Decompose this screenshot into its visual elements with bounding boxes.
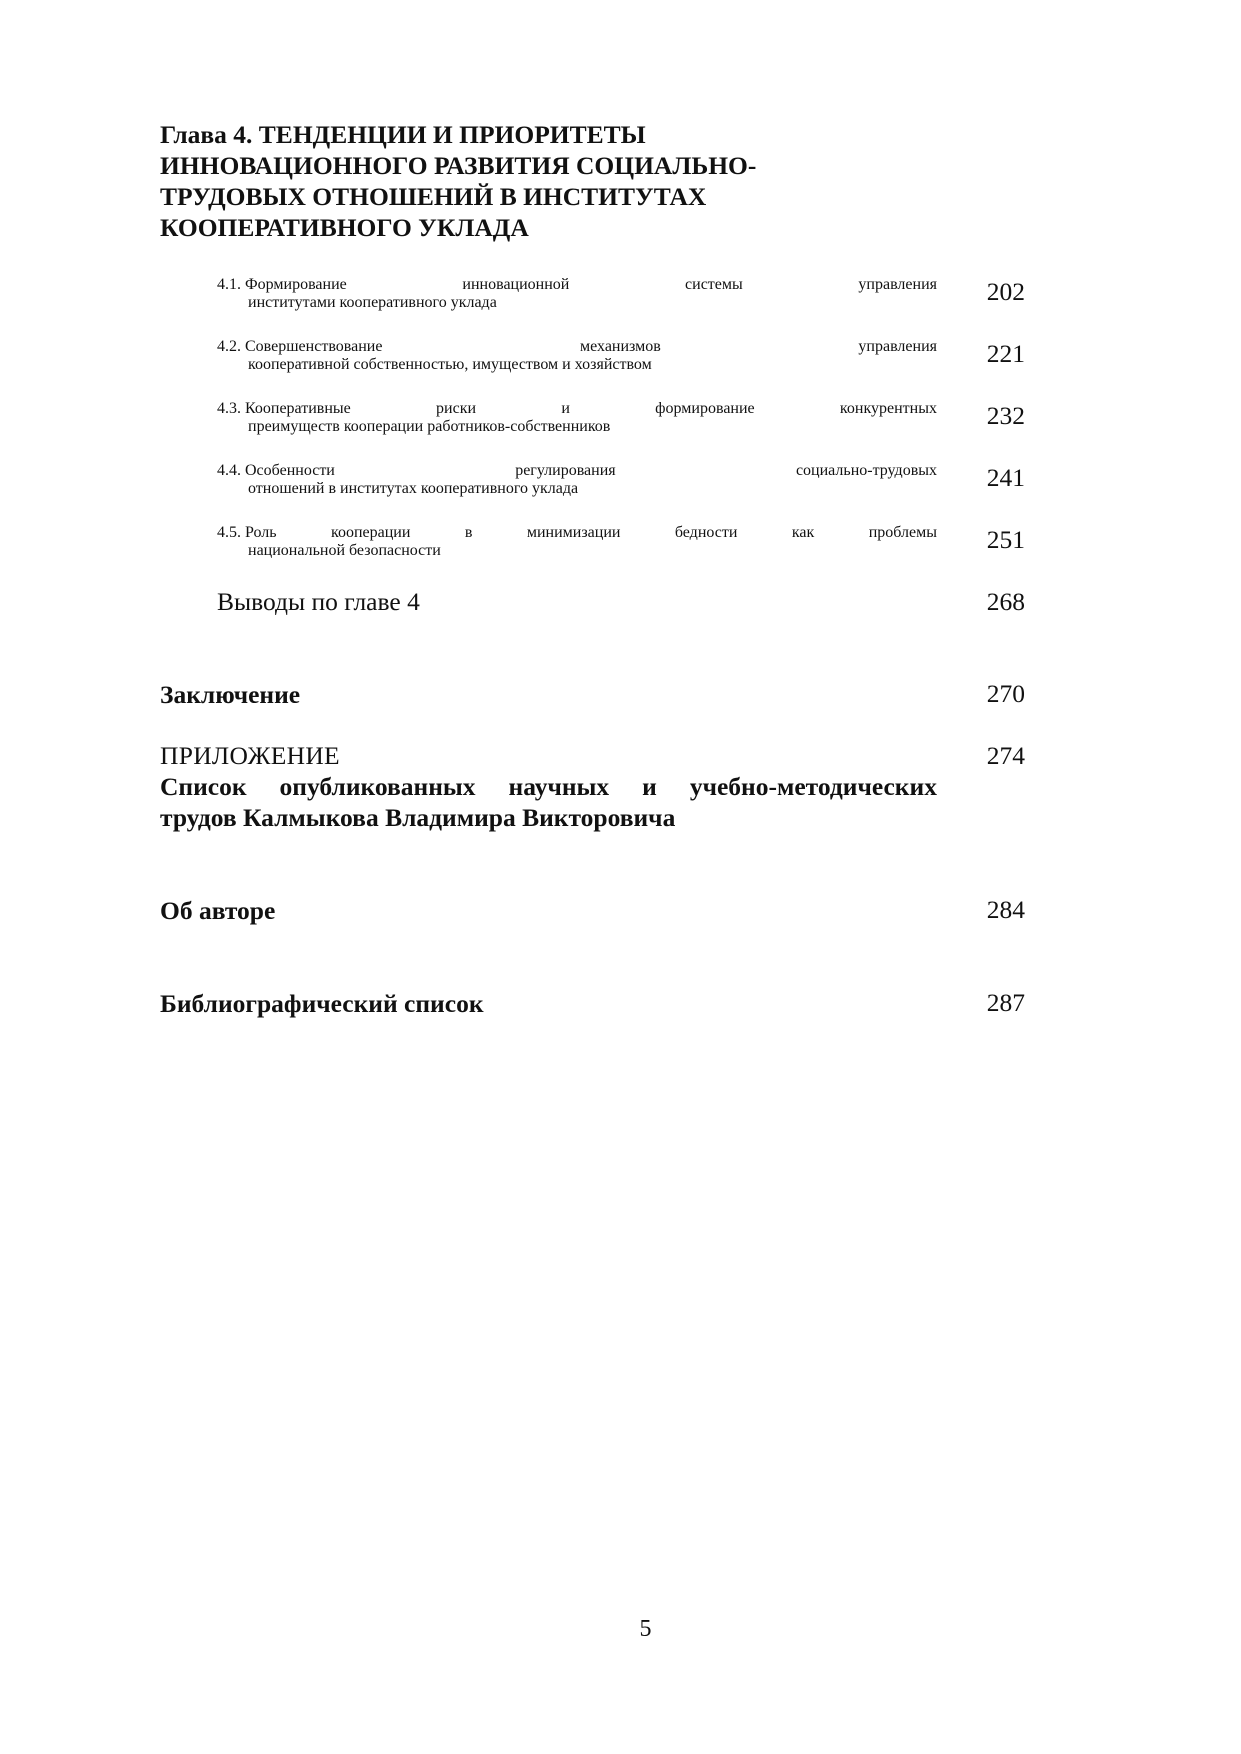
chapter-title-line: ТРУДОВЫХ ОТНОШЕНИЙ В ИНСТИТУТАХ	[160, 182, 707, 211]
toc-entry-line	[217, 276, 937, 294]
toc-entry-4-5	[217, 524, 937, 560]
page-number-4-1: 202	[986, 277, 1025, 306]
toc-word: риски	[436, 400, 477, 417]
toc-word: инновационной	[462, 276, 570, 293]
toc-word: регулирования	[515, 462, 616, 479]
toc-word: Совершенствование	[245, 338, 383, 355]
page-number-4-4: 241	[986, 463, 1025, 492]
toc-word: минимизации	[526, 524, 621, 541]
toc-word: управления	[858, 276, 937, 293]
toc-word: конкурентных	[839, 400, 937, 417]
toc-word: формирование	[655, 400, 755, 417]
section-number: 4.5.	[217, 524, 241, 541]
footer-page-number: 5	[639, 1616, 652, 1642]
toc-entry-line: отношений в институтах кооперативного уклада	[248, 480, 579, 497]
toc-word: опубликованных	[279, 772, 476, 801]
section-number: 4.3.	[217, 400, 241, 417]
toc-entry-line: преимуществ кооперации работников-собственников	[248, 418, 611, 435]
page-number-conclusions: 268	[986, 587, 1025, 616]
toc-entry-appendix: ПРИЛОЖЕНИЕ	[160, 741, 340, 770]
page-number-4-2: 221	[986, 339, 1025, 368]
toc-entry-4-4	[217, 462, 937, 498]
toc-word: учебно-методических	[689, 772, 937, 801]
chapter-title-line: Глава 4. ТЕНДЕНЦИИ И ПРИОРИТЕТЫ	[160, 120, 646, 149]
chapter-title-line: КООПЕРАТИВНОГО УКЛАДА	[160, 213, 529, 242]
toc-entry-bibliography: Библиографический список	[160, 989, 484, 1018]
toc-word: механизмов	[580, 338, 661, 355]
page-number-4-5: 251	[986, 525, 1025, 554]
toc-word: бедности	[674, 524, 738, 541]
toc-entry-line: национальной безопасности	[248, 542, 441, 559]
toc-word: в	[464, 524, 473, 541]
toc-word: и	[561, 400, 570, 417]
toc-word: Особенности	[245, 462, 335, 479]
toc-word: Кооперативные	[245, 400, 351, 417]
toc-word: системы	[685, 276, 743, 293]
page-number-appendix: 274	[986, 741, 1025, 770]
section-number: 4.4.	[217, 462, 241, 479]
toc-entry-4-2	[217, 338, 937, 374]
toc-word: социально-трудовых	[795, 462, 937, 479]
appendix-description-line: трудов Калмыкова Владимира Викторовича	[160, 803, 676, 832]
toc-entry-line	[217, 524, 937, 542]
appendix-description	[160, 771, 937, 833]
page-number-conclusion: 270	[986, 679, 1025, 708]
toc-entry-line	[217, 338, 937, 356]
toc-entry-4-3	[217, 400, 937, 436]
page-number-4-3: 232	[986, 401, 1025, 430]
toc-word: Формирование	[245, 276, 347, 293]
toc-entry-conclusions: Выводы по главе 4	[217, 587, 420, 616]
toc-word: кооперации	[331, 524, 411, 541]
toc-entry-line	[217, 400, 937, 418]
toc-entry-conclusion: Заключение	[160, 680, 301, 709]
toc-entry-line: институтами кооперативного уклада	[248, 294, 497, 311]
chapter-title	[160, 119, 920, 243]
toc-word: проблемы	[868, 524, 937, 541]
appendix-description-line	[160, 771, 937, 802]
chapter-title-line: ИННОВАЦИОННОГО РАЗВИТИЯ СОЦИАЛЬНО-	[160, 151, 757, 180]
page-number-bibliography: 287	[986, 988, 1025, 1017]
section-number: 4.2.	[217, 338, 241, 355]
toc-word: управления	[858, 338, 937, 355]
toc-entry-line: кооперативной собственностью, имуществом и хозяйством	[248, 356, 652, 373]
toc-word: Список	[160, 772, 247, 801]
page-number-about-author: 284	[986, 895, 1025, 924]
toc-entry-4-1	[217, 276, 937, 312]
toc-entry-about-author: Об авторе	[160, 896, 276, 925]
section-number: 4.1.	[217, 276, 241, 293]
toc-word: научных	[508, 772, 610, 801]
toc-entry-line	[217, 462, 937, 480]
toc-word: как	[791, 524, 815, 541]
toc-word: и	[642, 772, 657, 801]
toc-word: Роль	[245, 524, 277, 541]
